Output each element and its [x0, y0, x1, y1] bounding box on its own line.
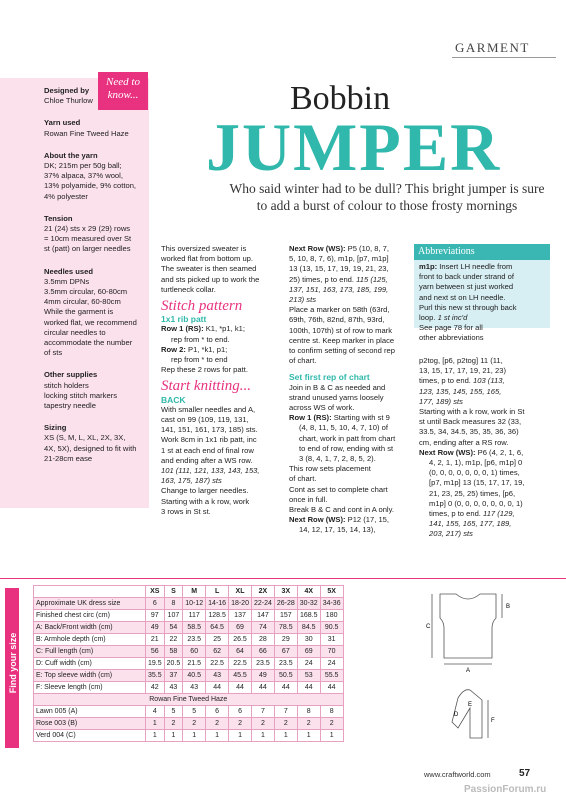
yarn-row — [34, 730, 344, 742]
measure-value: 147 — [251, 610, 274, 622]
diagram-label-a: A — [466, 668, 471, 674]
yarn-value: 1 — [164, 730, 183, 742]
measure-label: Approximate UK dress size — [34, 598, 146, 610]
supplies-line: tapestry needle — [44, 401, 96, 411]
row-text: P12 (17, 15, — [345, 515, 390, 525]
measure-value: 168.5 — [297, 610, 320, 622]
tension-line: = 10cm measured over St — [44, 234, 132, 244]
text-line: 4, 2, 1, 1), m1p, [p6, m1p] 0 — [429, 458, 523, 468]
measure-value: 49 — [146, 622, 165, 634]
measure-value: 157 — [274, 610, 297, 622]
diagram-label-f: F — [491, 718, 495, 724]
section-label: GARMENT — [455, 40, 530, 55]
about-line: 4% polyester — [44, 191, 88, 201]
back-heading: BACK — [161, 394, 186, 405]
text-line: (4, 8, 11, 5, 10, 4, 7, 10) of — [299, 423, 388, 433]
measure-value: 8 — [164, 598, 183, 610]
size-header: 4X — [297, 586, 320, 598]
yarn-value: 1 — [320, 730, 343, 742]
abbrev-text: front to back under strand of — [419, 272, 514, 282]
measure-value: 180 — [320, 610, 343, 622]
abbrev-text: loop. — [419, 313, 436, 323]
yarn-row — [34, 706, 344, 718]
about-line: 37% alpaca, 37% wool, — [44, 171, 123, 181]
footer-url: www.craftworld.com — [424, 770, 491, 779]
tension-line: st (patt) on larger needles — [44, 244, 131, 254]
yarn-subheader-row — [34, 694, 344, 706]
text-line: turtleneck collar. — [161, 284, 216, 294]
measure-value: 64 — [229, 646, 252, 658]
measure-value: 58 — [164, 646, 183, 658]
measure-value: 10-12 — [183, 598, 206, 610]
measure-value: 50.5 — [274, 670, 297, 682]
text-line: 213) sts — [289, 295, 317, 305]
text-line: Change to larger needles. — [161, 486, 249, 496]
text-line: 25) times, p to end. — [289, 274, 355, 284]
text-line: Join in B & C as needed and — [289, 382, 386, 392]
yarn-value: 2 — [274, 718, 297, 730]
measure-value: 44 — [206, 682, 229, 694]
text-line: The sweater is then seamed — [161, 264, 257, 274]
yarn-value: 1 — [297, 730, 320, 742]
measure-value: 44 — [251, 682, 274, 694]
measure-value: 22-24 — [251, 598, 274, 610]
column-1 — [161, 244, 279, 517]
size-table — [33, 585, 344, 742]
intro-text: Who said winter had to be dull? This bright jumper is sure to add a burst of colour to those frosty mornings — [229, 181, 545, 213]
diagram-label-d: D — [454, 712, 459, 718]
text-line: 177, 189) sts — [419, 396, 463, 406]
yarn-value: 7 — [274, 706, 297, 718]
text-line: 1 st at each end of final row — [161, 445, 254, 455]
yarn-value: 8 — [297, 706, 320, 718]
abbrev-text: other abbreviations — [419, 333, 484, 343]
body-outline — [440, 594, 496, 658]
text-line: 13, 15, 17, 17, 19, 21, 23) — [419, 366, 506, 376]
yarn-label: Verd 004 (C) — [34, 730, 146, 742]
measure-value: 67 — [274, 646, 297, 658]
text-line: Starting with a k row, work in St — [419, 407, 525, 417]
measure-value: 26.5 — [229, 634, 252, 646]
row-text: P6 (4, 2, 1, 6, — [475, 447, 524, 457]
text-line: 117 (129, — [480, 509, 515, 519]
text-line: m1p] 0 (0, 0, 0, 0, 0, 0, 0, 1) — [429, 498, 523, 508]
column-2 — [289, 244, 411, 536]
row-text: Rep these 2 rows for patt. — [161, 365, 248, 375]
measure-value: 43 — [183, 682, 206, 694]
supplies-line: stitch holders — [44, 380, 89, 390]
measure-value: 20.5 — [164, 658, 183, 670]
measure-value: 44 — [297, 682, 320, 694]
measure-row — [34, 658, 344, 670]
measure-value: 14-16 — [206, 598, 229, 610]
measure-value: 40.5 — [183, 670, 206, 682]
abbrev-text: yarn between st just worked — [419, 282, 514, 292]
rib-heading: 1x1 rib patt — [161, 314, 207, 325]
text-line: 123, 135, 145, 155, 165, — [419, 386, 502, 396]
text-line: 69th, 76th, 82nd, 87th, 93rd, — [289, 315, 385, 325]
measure-label: C: Full length (cm) — [34, 646, 146, 658]
needles-label: Needles used — [44, 266, 93, 276]
about-label: About the yarn — [44, 150, 98, 160]
measure-row — [34, 634, 344, 646]
text-line: Cont as set to complete chart — [289, 484, 388, 494]
text-line: and ending after a WS row. — [161, 455, 253, 465]
text-line: strand unused yarns loosely — [289, 392, 384, 402]
measure-value: 97 — [146, 610, 165, 622]
measure-value: 64.5 — [206, 622, 229, 634]
size-header: 2X — [251, 586, 274, 598]
measure-value: 26-28 — [274, 598, 297, 610]
measure-value: 30 — [297, 634, 320, 646]
yarn-label: Yarn used — [44, 118, 81, 128]
measure-value: 107 — [164, 610, 183, 622]
measure-value: 84.5 — [297, 622, 320, 634]
measure-row — [34, 646, 344, 658]
measure-value: 19.5 — [146, 658, 165, 670]
find-your-size-label: Find your size — [8, 632, 18, 694]
text-line: 14, 12, 17, 15, 14, 13), — [299, 525, 376, 535]
size-header: S — [164, 586, 183, 598]
measure-value: 137 — [229, 610, 252, 622]
yarn-row — [34, 718, 344, 730]
text-line: centre st. Keep marker in place — [289, 335, 395, 345]
size-header: XS — [146, 586, 165, 598]
measure-value: 21.5 — [183, 658, 206, 670]
yarn-value: 5 — [164, 706, 183, 718]
measure-value: 29 — [274, 634, 297, 646]
row-label: Row 2: — [161, 344, 186, 354]
text-line: 21, 23, 25, 25) times, [p6, — [429, 488, 516, 498]
yarn-value: 2 — [251, 718, 274, 730]
measure-value: 21 — [146, 634, 165, 646]
garment-diagram — [418, 588, 558, 748]
measure-label: B: Armhole depth (cm) — [34, 634, 146, 646]
measure-value: 78.5 — [274, 622, 297, 634]
text-line: st until Back measures 32 (33, — [419, 417, 522, 427]
text-line: This oversized sweater is — [161, 244, 247, 253]
yarn-value: 2 — [164, 718, 183, 730]
text-line: times, p to end. — [429, 509, 481, 519]
yarn-value: 4 — [146, 706, 165, 718]
measure-value: 22.5 — [229, 658, 252, 670]
row-text: rep from * to end — [171, 355, 228, 365]
text-line: across WS of work. — [289, 403, 355, 413]
text-line: of chart. — [289, 474, 317, 484]
sizing-line: 21-28cm ease — [44, 453, 93, 463]
measure-value: 55.5 — [320, 670, 343, 682]
text-line: [p7, m1p] 13 (15, 17, 17, 19, — [429, 478, 525, 488]
yarn-value: 1 — [146, 730, 165, 742]
text-line: chart, work in patt from chart — [299, 433, 396, 443]
text-line: 13 (13, 15, 17, 19, 19, 21, 23, — [289, 264, 389, 274]
needles-line: worked flat, we recommend — [44, 317, 137, 327]
measure-value: 117 — [183, 610, 206, 622]
measure-value: 18-20 — [229, 598, 252, 610]
row-label: Row 1 (RS): — [161, 324, 204, 334]
needles-line: 3.5mm DPNs — [44, 276, 90, 286]
measure-value: 69 — [297, 646, 320, 658]
yarn-value: 2 — [229, 718, 252, 730]
abbreviations-box — [414, 244, 550, 343]
measure-row — [34, 682, 344, 694]
needles-line: of sts — [44, 348, 63, 358]
yarn-value: 6 — [206, 706, 229, 718]
yarn-value: 5 — [183, 706, 206, 718]
yarn-value: 7 — [251, 706, 274, 718]
text-line: cm, ending after a RS row. — [419, 437, 509, 447]
measure-value: 44 — [229, 682, 252, 694]
table-top-rule — [0, 578, 566, 579]
measure-value: 22.5 — [206, 658, 229, 670]
stitch-pattern-heading: Stitch pattern — [161, 298, 243, 315]
text-line: Break B & C and cont in A only. — [289, 505, 394, 515]
start-knitting-heading: Start knitting... — [161, 378, 251, 395]
measure-value: 23.5 — [183, 634, 206, 646]
measure-value: 90.5 — [320, 622, 343, 634]
measure-value: 25 — [206, 634, 229, 646]
text-line: cast on 99 (109, 119, 131, — [161, 415, 249, 425]
about-line: 13% polyamide, 9% cotton, — [44, 181, 137, 191]
abbrev-term: m1p: — [419, 262, 438, 271]
text-line: to end of row, ending with st — [299, 443, 394, 453]
text-line: (0, 0, 0, 0, 0, 0, 0, 1) times, — [429, 468, 520, 478]
size-header: XL — [229, 586, 252, 598]
tension-line: 21 (24) sts x 29 (29) rows — [44, 224, 131, 234]
text-line: With smaller needles and A, — [161, 404, 256, 414]
size-header-row — [34, 586, 344, 598]
text-line: and sts picked up to work the — [161, 274, 260, 284]
measure-row — [34, 598, 344, 610]
text-line: 100th, 107th) st of row to mark — [289, 325, 392, 335]
measure-value: 22 — [164, 634, 183, 646]
abbrev-text: See page 78 for all — [419, 323, 483, 333]
text-line: 137, 151, 163, 173, 185, 199, — [289, 284, 389, 294]
measure-value: 30-32 — [297, 598, 320, 610]
size-header: L — [206, 586, 229, 598]
sizing-line: XS (S, M, L, XL, 2X, 3X, — [44, 433, 126, 443]
text-line: to confirm setting of second rep — [289, 346, 395, 356]
yarn: Rowan Fine Tweed Haze — [44, 128, 129, 138]
text-line: worked flat from bottom up. — [161, 254, 254, 264]
sizing-label: Sizing — [44, 423, 67, 433]
abbrev-text: Insert LH needle from — [437, 262, 513, 271]
needles-line: accommodate the number — [44, 338, 133, 348]
text-line: Starting with a k row, work — [161, 496, 250, 506]
yarn-subheader: Rowan Fine Tweed Haze — [34, 694, 344, 706]
text-line: 33.5, 34, 34.5, 35, 35, 36, 36) — [419, 427, 519, 437]
measure-row — [34, 670, 344, 682]
abbrev-text: 1 st inc'd — [435, 313, 468, 323]
text-line: of chart. — [289, 356, 317, 366]
text-line: 103 (113, — [470, 376, 505, 386]
yarn-value: 2 — [183, 718, 206, 730]
size-header: 5X — [320, 586, 343, 598]
text-line: 3 rows in St st. — [161, 506, 211, 516]
measure-value: 45.5 — [229, 670, 252, 682]
title-line1: Bobbin — [290, 80, 391, 117]
measure-value: 74 — [251, 622, 274, 634]
measure-value: 56 — [146, 646, 165, 658]
designer-label: Designed by — [44, 86, 90, 95]
supplies-line: locking stitch markers — [44, 390, 118, 400]
size-header: M — [183, 586, 206, 598]
measure-value: 23.5 — [274, 658, 297, 670]
yarn-value: 1 — [274, 730, 297, 742]
find-your-size-tab — [5, 588, 19, 748]
text-line: 203, 217) sts — [429, 529, 473, 539]
text-line: 163, 175, 187) sts — [161, 476, 222, 486]
yarn-value: 2 — [320, 718, 343, 730]
measure-value: 60 — [183, 646, 206, 658]
text-line: Place a marker on 58th (63rd, — [289, 305, 390, 315]
text-line: This row sets placement — [289, 464, 371, 474]
yarn-value: 2 — [206, 718, 229, 730]
measure-value: 37 — [164, 670, 183, 682]
measure-value: 44 — [320, 682, 343, 694]
measure-value: 42 — [146, 682, 165, 694]
needles-line: While the garment is — [44, 307, 114, 317]
diagram-label-c: C — [426, 624, 431, 630]
text-line: 5, 10, 8, 7, 6), m1p, [p7, m1p] — [289, 254, 389, 264]
text-line: times, p to end. — [419, 376, 471, 386]
needles-line: 4mm circular, 60-80cm — [44, 297, 121, 307]
yarn-value: 8 — [320, 706, 343, 718]
yarn-value: 2 — [297, 718, 320, 730]
measure-value: 43 — [164, 682, 183, 694]
yarn-label: Lawn 005 (A) — [34, 706, 146, 718]
yarn-value: 1 — [183, 730, 206, 742]
yarn-label: Rose 003 (B) — [34, 718, 146, 730]
section-rule — [452, 57, 556, 58]
abbrev-text: Purl this new st through back — [419, 302, 517, 312]
text-line: Work 8cm in 1x1 rib patt, inc — [161, 435, 257, 445]
sidebar-content — [44, 86, 144, 464]
measure-value: 23.5 — [251, 658, 274, 670]
size-table-wrap — [33, 585, 344, 742]
yarn-value: 1 — [251, 730, 274, 742]
text-line: once in full. — [289, 494, 328, 504]
page-number: 57 — [519, 768, 531, 779]
diagram-label-e: E — [468, 702, 473, 708]
row-label: Row 1 (RS): — [289, 413, 332, 423]
measure-label: A: Back/Front width (cm) — [34, 622, 146, 634]
need-to-know-badge: Need to know... — [98, 72, 148, 110]
measure-value: 58.5 — [183, 622, 206, 634]
measure-label: E: Top sleeve width (cm) — [34, 670, 146, 682]
measure-value: 62 — [206, 646, 229, 658]
row-label: Next Row (WS): — [419, 447, 476, 457]
text-line: 141, 155, 165, 177, 189, — [429, 519, 512, 529]
supplies-label: Other supplies — [44, 370, 98, 380]
yarn-value: 1 — [146, 718, 165, 730]
measure-value: 53 — [297, 670, 320, 682]
column-3 — [419, 356, 554, 540]
measure-value: 49 — [251, 670, 274, 682]
tension-label: Tension — [44, 213, 73, 223]
measure-value: 54 — [164, 622, 183, 634]
measure-value: 24 — [320, 658, 343, 670]
diagram-label-b: B — [506, 604, 511, 610]
size-header: 3X — [274, 586, 297, 598]
yarn-value: 1 — [229, 730, 252, 742]
text-line: 115 (125, — [354, 274, 388, 284]
row-label: Next Row (WS): — [289, 515, 346, 525]
abbreviations-heading: Abbreviations — [414, 244, 550, 260]
measure-value: 34-36 — [320, 598, 343, 610]
measure-value: 31 — [320, 634, 343, 646]
chart-heading: Set first rep of chart — [289, 372, 370, 383]
text-line: 101 (111, 121, 133, 143, 153, — [161, 466, 260, 476]
measure-value: 66 — [251, 646, 274, 658]
measure-value: 24 — [297, 658, 320, 670]
measure-value: 69 — [229, 622, 252, 634]
abbrev-text: and next st on LH needle. — [419, 292, 506, 302]
measure-value: 44 — [274, 682, 297, 694]
row-text: rep from * to end. — [171, 334, 230, 344]
needles-line: circular needles to — [44, 327, 106, 337]
yarn-value: 1 — [206, 730, 229, 742]
measure-value: 70 — [320, 646, 343, 658]
text-line: 141, 151, 161, 173, 185) sts. — [161, 425, 258, 435]
header-blank — [34, 586, 146, 598]
row-text: P1, *k1, p1; — [185, 344, 228, 354]
row-label: Next Row (WS): — [289, 244, 346, 253]
measure-value: 128.5 — [206, 610, 229, 622]
measure-value: 6 — [146, 598, 165, 610]
measure-value: 35.5 — [146, 670, 165, 682]
sizing-line: 4X, 5X), designed to fit with — [44, 443, 137, 453]
measure-label: F: Sleeve length (cm) — [34, 682, 146, 694]
yarn-value: 6 — [229, 706, 252, 718]
needles-line: 3.5mm circular, 60-80cm — [44, 287, 128, 297]
designer: Chloe Thurlow — [44, 96, 93, 106]
about-line: DK; 215m per 50g ball; — [44, 161, 122, 171]
title-line2: JUMPER — [206, 109, 502, 185]
measure-value: 28 — [251, 634, 274, 646]
measure-row — [34, 622, 344, 634]
measure-row — [34, 610, 344, 622]
row-text: K1, *p1, k1; — [203, 324, 245, 334]
text-line: 3 (8, 4, 1, 7, 2, 8, 5, 2). — [299, 454, 376, 464]
row-text: P5 (10, 8, 7, — [345, 244, 390, 253]
text-line: p2tog, [p6, p2tog] 11 (11, — [419, 356, 503, 365]
watermark: PassionForum.ru — [464, 784, 547, 795]
measure-label: D: Cuff width (cm) — [34, 658, 146, 670]
measure-label: Finished chest circ (cm) — [34, 610, 146, 622]
measure-value: 43 — [206, 670, 229, 682]
row-text: Starting with st 9 — [331, 413, 390, 423]
